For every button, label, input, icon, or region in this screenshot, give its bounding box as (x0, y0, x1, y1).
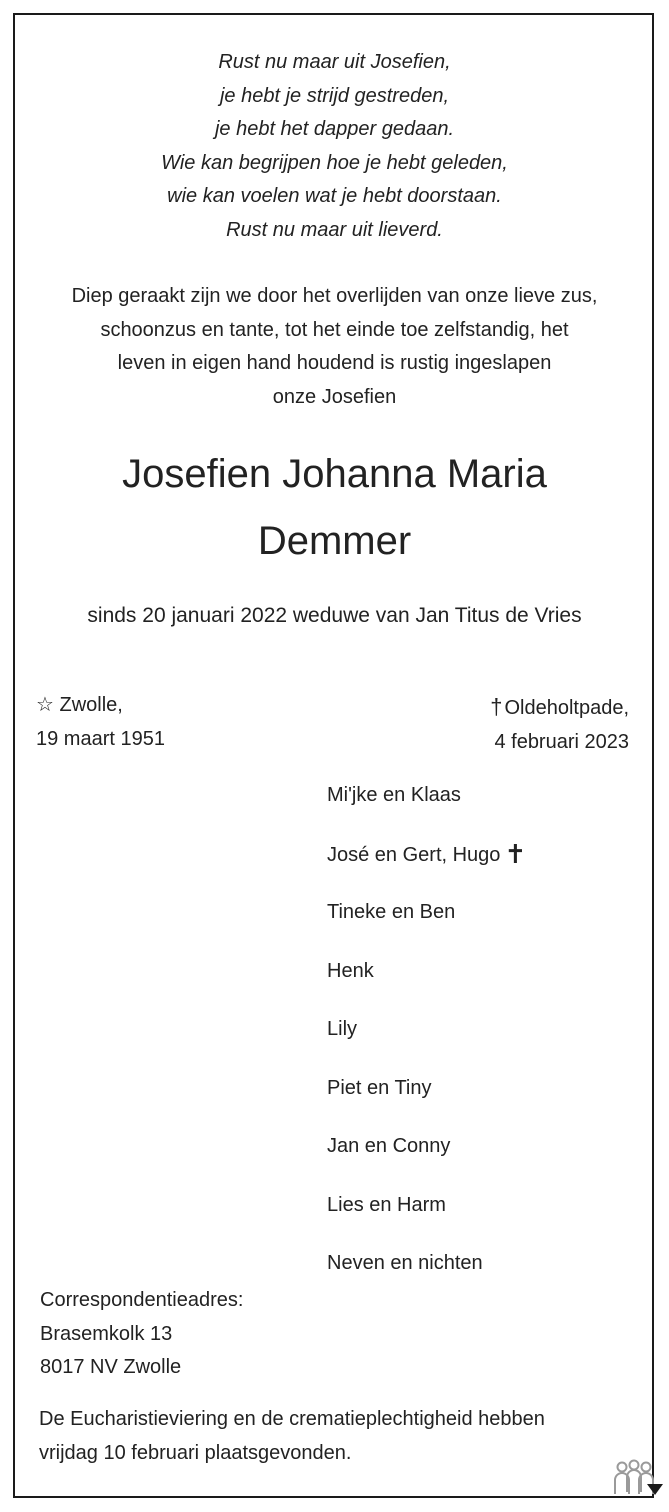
widow-line: sinds 20 januari 2022 weduwe van Jan Titus de Vries (87, 604, 582, 627)
poem-line: je hebt het dapper gedaan. (214, 118, 455, 140)
death-info (490, 690, 629, 759)
birth-place: Zwolle, (59, 694, 123, 716)
address-city: 8017 NV Zwolle (40, 1356, 182, 1378)
list-item: Lies en Harm (327, 1193, 446, 1216)
correspondence-address (40, 1284, 243, 1385)
address-label: Correspondentieadres: (40, 1289, 244, 1311)
list-item (327, 837, 526, 896)
dagger-icon: † (490, 694, 503, 719)
deceased-name (0, 441, 669, 575)
list-item: Jan en Conny (327, 1135, 451, 1157)
name-line-1: Josefien Johanna Maria (122, 452, 547, 496)
poem (0, 46, 669, 247)
intro-line: leven in eigen hand houdend is rustig ingeslapen (117, 352, 552, 374)
poem-line: Wie kan begrijpen hoe je hebt geleden, (161, 151, 508, 174)
service-info (39, 1403, 545, 1470)
death-date: 4 februari 2023 (494, 731, 629, 753)
list-item: Lily (327, 1018, 358, 1040)
list-item: Piet en Tiny (327, 1076, 432, 1099)
service-line: De Eucharistieviering en de crematieplechtigheid hebben (39, 1408, 545, 1430)
death-place: Oldeholtpade, (504, 697, 629, 719)
birth-date: 19 maart 1951 (36, 728, 165, 750)
list-item: Neven en nichten (327, 1252, 483, 1274)
cross-icon: ✝ (504, 838, 527, 869)
list-item: Mi'jke en Klaas (327, 784, 461, 806)
address-street: Brasemkolk 13 (40, 1322, 173, 1345)
name-line-2: Demmer (257, 519, 412, 563)
arrow-down-icon[interactable] (646, 1482, 664, 1496)
poem-line: je hebt je strijd gestreden, (219, 84, 450, 107)
relative-name: José en Gert, Hugo (327, 843, 501, 866)
intro-line: onze Josefien (272, 385, 397, 408)
list-item: Tineke en Ben (327, 901, 456, 923)
intro-line: Diep geraakt zijn we door het overlijden van onze lieve zus, (71, 285, 598, 307)
poem-line: wie kan voelen wat je hebt doorstaan. (167, 185, 502, 207)
relatives-list (327, 778, 526, 1305)
star-icon: ☆ (36, 694, 54, 716)
intro-line: schoonzus en tante, tot het einde toe zelfstandig, het (100, 318, 569, 341)
poem-line: Rust nu maar uit Josefien, (218, 51, 451, 73)
poem-line: Rust nu maar uit lieverd. (226, 218, 443, 241)
list-item: Henk (327, 959, 374, 982)
birth-info (36, 688, 165, 756)
intro-text (0, 280, 669, 414)
service-line: vrijdag 10 februari plaatsgevonden. (39, 1441, 352, 1464)
